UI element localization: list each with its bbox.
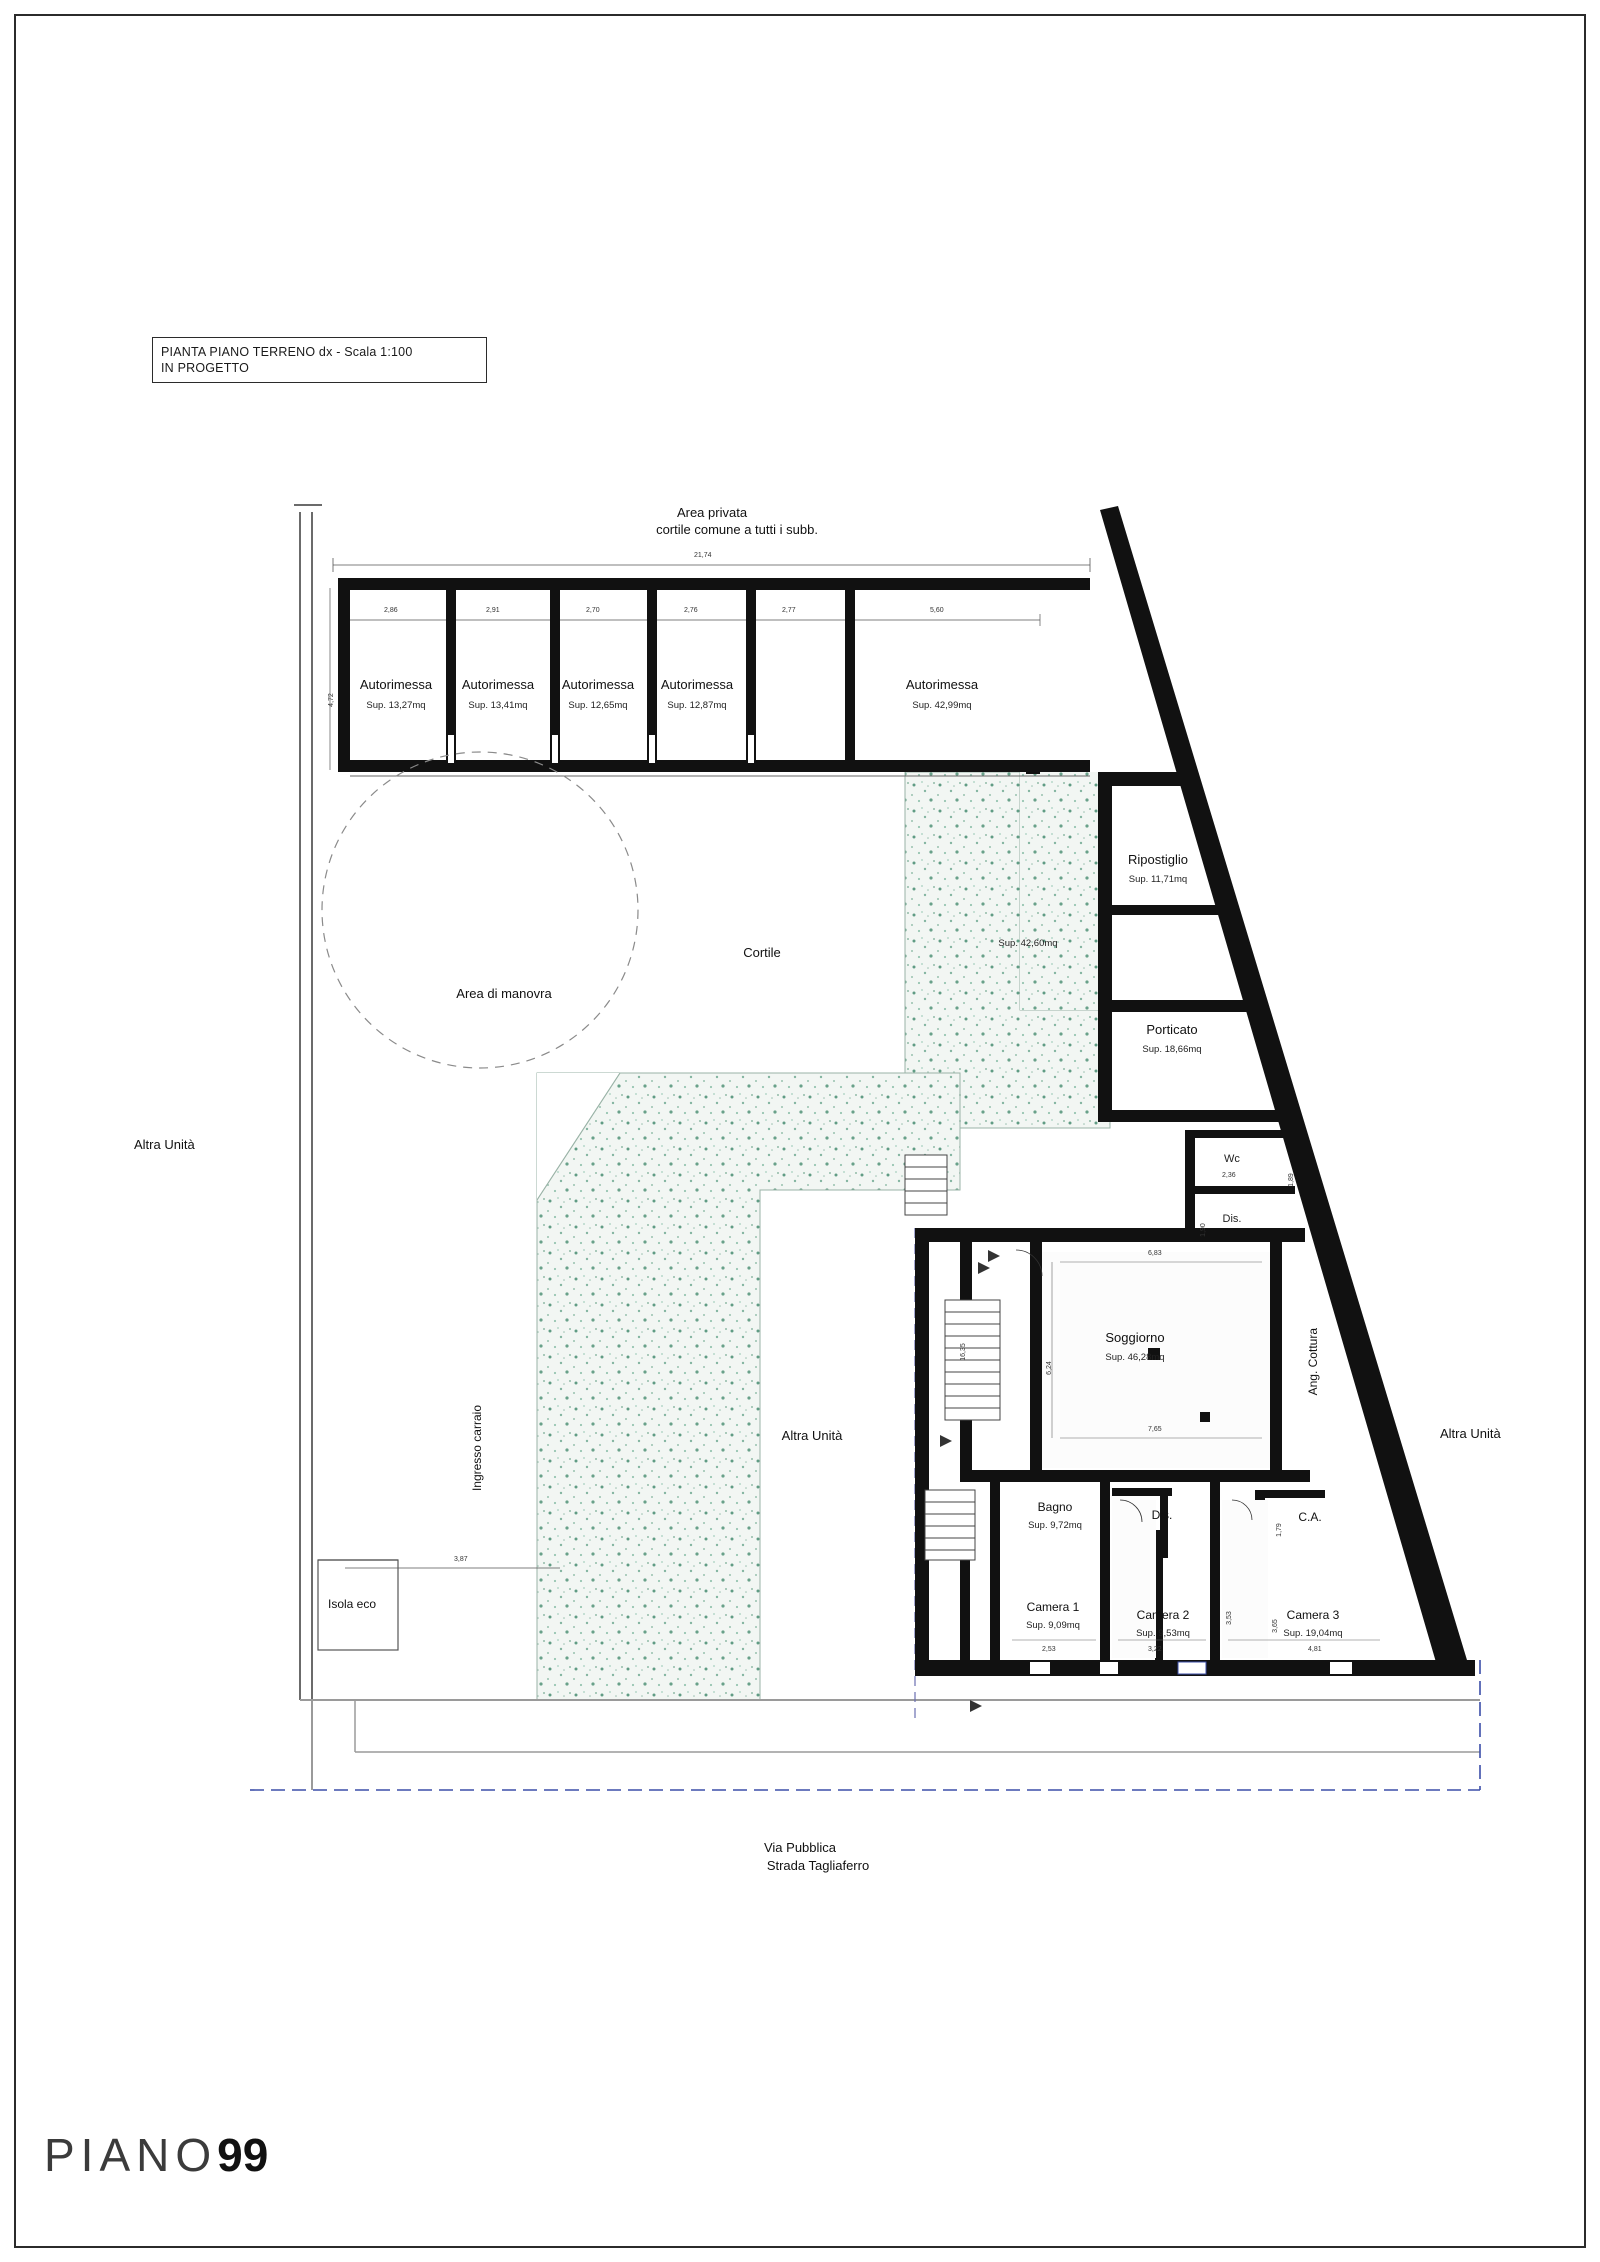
brand-logo	[44, 2128, 324, 2184]
annotation-ingresso-carraio: Ingresso carraio	[470, 1405, 484, 1492]
room-label-autorimessa-1: Autorimessa	[359, 677, 433, 692]
room-label-camera-3: Camera 3	[1286, 1608, 1340, 1622]
annotation-isola-eco: Isola eco	[328, 1597, 377, 1611]
room-area-autorimessa-4: Sup. 12,87mq	[667, 700, 727, 711]
room-area-camera-3: Sup. 19,04mq	[1283, 1628, 1343, 1639]
room-label-wc: Wc	[1224, 1153, 1240, 1165]
room-label-autorimessa-5: Autorimessa	[905, 677, 979, 692]
room-area-autorimessa-1: Sup. 13,27mq	[366, 700, 426, 711]
dim-camera1-width: 2,53	[1042, 1646, 1056, 1653]
logo-text-bold: 99	[217, 2129, 269, 2181]
dim-wc-width: 2,36	[1222, 1172, 1236, 1179]
room-label-autorimessa-3: Autorimessa	[561, 677, 635, 692]
dim-soggiorno-top: 6,83	[1148, 1250, 1162, 1257]
room-area-autorimessa-3: Sup. 12,65mq	[568, 700, 628, 711]
annotation-cortile-area: Sup. 42,60mq	[998, 938, 1058, 949]
dim-stair-mark: 16,35	[960, 1343, 967, 1361]
room-label-soggiorno: Soggiorno	[1105, 1330, 1165, 1345]
room-label-autorimessa-4: Autorimessa	[660, 677, 734, 692]
room-label-bagno: Bagno	[1037, 1500, 1073, 1514]
logo-text-light: PIANO	[44, 2129, 218, 2181]
room-label-camera-2: Camera 2	[1136, 1608, 1190, 1622]
room-area-porticato: Sup. 18,66mq	[1142, 1044, 1202, 1055]
room-label-autorimessa-2: Autorimessa	[461, 677, 535, 692]
room-label-ca: C.A.	[1298, 1510, 1322, 1524]
annotation-area-privata-line2: cortile comune a tutti i subb.	[656, 522, 818, 537]
annotation-altra-unita-left: Altra Unità	[134, 1137, 195, 1152]
annotation-cortile: Cortile	[743, 945, 781, 960]
title-line-1: PIANTA PIANO TERRENO dx - Scala 1:100	[161, 345, 413, 359]
dim-camera3-side: 3,65	[1272, 1619, 1279, 1633]
annotation-area-di-manovra: Area di manovra	[456, 986, 552, 1001]
room-label-ang-cottura: Ang. Cottura	[1306, 1328, 1320, 1396]
room-label-porticato: Porticato	[1146, 1022, 1198, 1037]
annotation-area-privata-line1: Area privata	[676, 505, 748, 520]
room-label-dis-corridor: Dis.	[1151, 1508, 1173, 1522]
room-label-dis-wc: Dis.	[1222, 1213, 1242, 1225]
dim-top-overall: 21,74	[694, 552, 712, 559]
dim-camera3-width: 4,81	[1308, 1646, 1322, 1653]
room-area-camera-1: Sup. 9,09mq	[1026, 1620, 1080, 1631]
dim-bay-5: 2,77	[782, 607, 796, 614]
annotation-altra-unita-center: Altra Unità	[781, 1428, 843, 1443]
room-label-camera-1: Camera 1	[1026, 1600, 1080, 1614]
dim-soggiorno-bottom: 7,65	[1148, 1426, 1162, 1433]
room-area-ripostiglio: Sup. 11,71mq	[1128, 874, 1188, 885]
room-area-bagno: Sup. 9,72mq	[1028, 1520, 1082, 1531]
dim-wc-side: 1,89	[1288, 1173, 1295, 1187]
annotation-altra-unita-right: Altra Unità	[1440, 1426, 1501, 1441]
dim-ca-side: 1,79	[1276, 1523, 1283, 1537]
dim-camera2-width: 3,22	[1148, 1646, 1162, 1653]
dim-isola-eco: 3,87	[454, 1556, 468, 1563]
dim-bay-6: 5,60	[930, 607, 944, 614]
dim-bay-1: 2,86	[384, 607, 398, 614]
annotation-via-pubblica-line2: Strada Tagliaferro	[766, 1858, 870, 1873]
room-area-soggiorno: Sup. 46,28mq	[1105, 1352, 1165, 1363]
dim-garage-depth: 4,72	[328, 693, 335, 707]
room-area-camera-2: Sup. 9,53mq	[1136, 1628, 1190, 1639]
dim-bay-2: 2,91	[486, 607, 500, 614]
room-label-ripostiglio: Ripostiglio	[1128, 852, 1188, 867]
annotation-via-pubblica-line1: Via Pubblica	[763, 1840, 837, 1855]
dim-soggiorno-side: 6,24	[1046, 1361, 1053, 1375]
dim-bay-3: 2,70	[586, 607, 600, 614]
title-line-2: IN PROGETTO	[161, 361, 250, 375]
room-area-autorimessa-2: Sup. 13,41mq	[468, 700, 528, 711]
dim-bay-4: 2,76	[684, 607, 698, 614]
dim-camera2-side: 3,53	[1226, 1611, 1233, 1625]
dim-dis-side: 1,90	[1200, 1223, 1207, 1237]
room-area-autorimessa-5: Sup. 42,99mq	[912, 700, 972, 711]
